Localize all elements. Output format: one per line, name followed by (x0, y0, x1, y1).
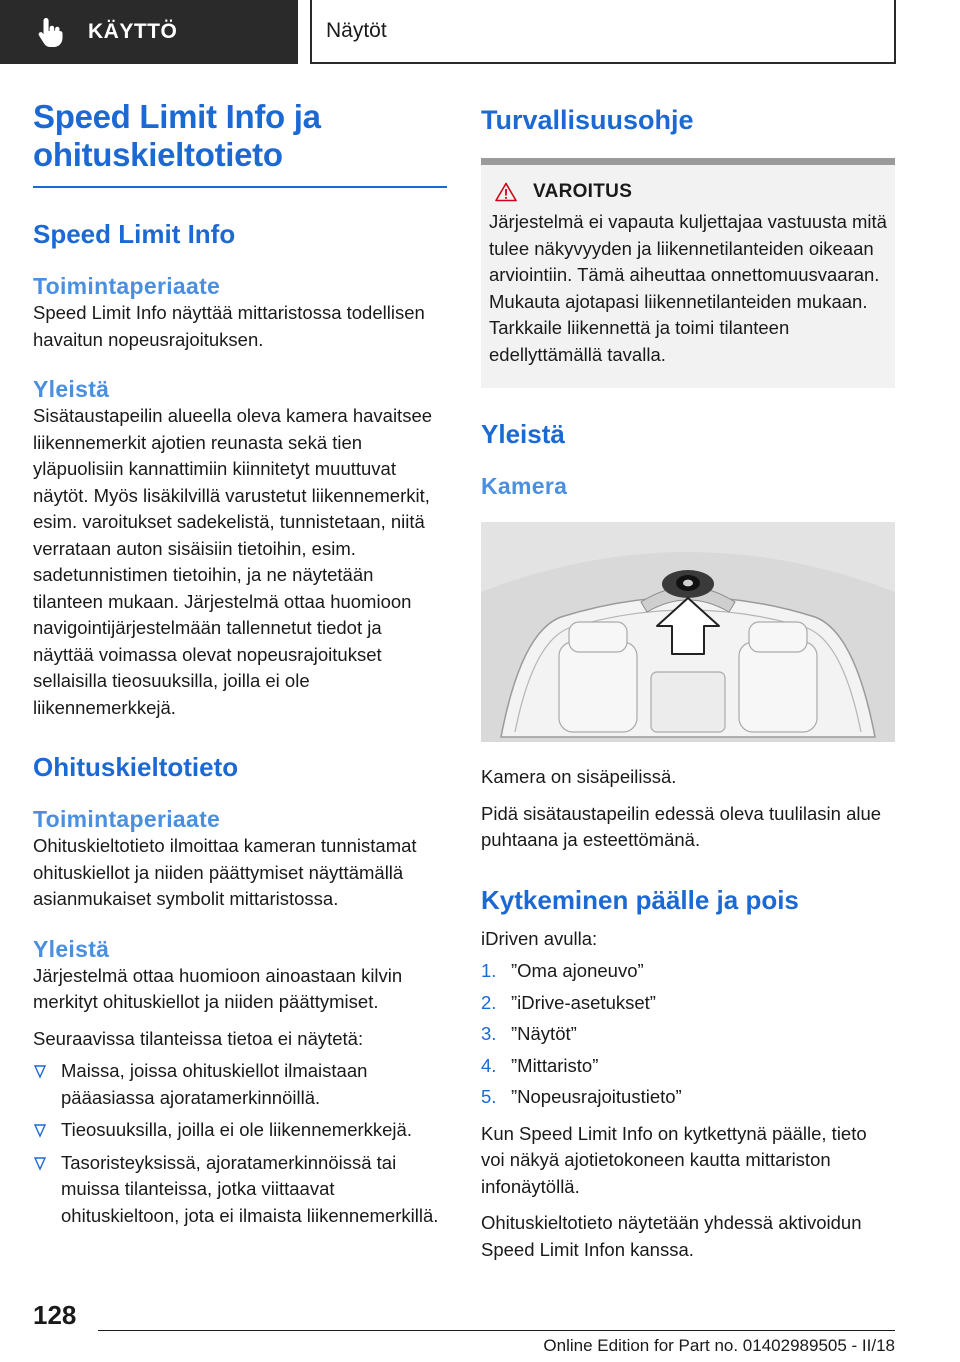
list-item-text: Tieosuuksilla, joilla ei ole liikennemerkkejä. (61, 1119, 412, 1140)
triangle-bullet-icon (33, 1065, 47, 1079)
triangle-bullet-icon (33, 1157, 47, 1171)
sli-heading: Speed Limit Info (33, 219, 236, 249)
list-item (33, 1117, 447, 1144)
switch-intro: iDriven avulla: (481, 927, 598, 949)
general-heading: Yleistä (481, 419, 565, 449)
chapter-box (310, 0, 896, 64)
step-number: 2. (481, 991, 497, 1013)
step-item (481, 990, 895, 1017)
switch-steps (481, 958, 895, 1111)
np-principle-text: Ohituskieltotieto ilmoittaa kameran tunnistamat ohituskiellot ja niiden päättymiset näyttämällä asianmukaiset symbolit mittaristossa. (33, 835, 417, 909)
page-number: 128 (33, 1300, 77, 1330)
camera-text: Pidä sisätaustapeilin edessä oleva tuulilasin alue puhtaana ja esteettömänä. (481, 802, 882, 850)
car-interior-illustration (481, 522, 895, 742)
switch-text-2: Ohituskieltotieto näytetään yhdessä aktivoidun Speed Limit Infon kanssa. (481, 1212, 862, 1260)
sli-general-text: Sisätaustapeilin alueella oleva kamera havaitsee liikennemerkit ajotien reunasta sekä tien yläpuolisiin kannattimiin kiinnitetyt muuttuvat näytöt. Myös lisäkilvillä varustetut liikennemerkit, esim. varoitukset sadekelistä, tunnistetaan, niitä verrataan auton sisäisiin tietoihin, esim. sadetunnistimen tietoihin, ja ne näytetään tilanteen mukaan. Järjestelmä ottaa huomioon navigointijärjestelmään tallennetut tiedot ja näyttää voimassa olevat nopeusrajoitukset sellaisilla tieosuuksilla, joilla ei ole liikennemerkkejä. (33, 405, 433, 718)
warning-header (489, 181, 887, 203)
list-item (33, 1150, 447, 1230)
step-text: ”Näytöt” (511, 1023, 577, 1044)
switch-text-1: Kun Speed Limit Info on kytkettynä päälle, tieto voi näkyä ajotietokoneen kautta mittariston infonäytöllä. (481, 1122, 867, 1197)
hand-pointer-icon (34, 14, 70, 50)
right-column (481, 98, 895, 1263)
footer-divider (98, 1330, 895, 1331)
sli-principle-text: Speed Limit Info näyttää mittaristossa todellisen havaitun nopeusrajoituksen. (33, 302, 425, 350)
step-number: 3. (481, 1023, 497, 1044)
list-item-text: Maissa, joissa ohituskiellot ilmaistaan pääasiassa ajoratamerkinnöillä. (61, 1060, 368, 1108)
np-situations-intro: Seuraavissa tilanteissa tietoa ei näytetä: (33, 1027, 364, 1049)
warning-bar (481, 158, 895, 165)
step-number: 1. (481, 960, 497, 981)
np-principle-heading: Toimintaperiaate (33, 806, 221, 832)
warning-box (481, 165, 895, 388)
chapter-label: Näytöt (326, 19, 387, 42)
np-general-text: Järjestelmä ottaa huomioon ainoastaan kilvin merkityt ohituskiellot ja niiden päättymiset. (33, 964, 403, 1012)
step-item (481, 1053, 895, 1080)
triangle-bullet-icon (33, 1124, 47, 1138)
title-divider (33, 186, 447, 188)
left-column (33, 98, 447, 1229)
switch-heading: Kytkeminen päälle ja pois (481, 884, 799, 915)
page-title: Speed Limit Info ja ohituskieltotieto (33, 98, 321, 173)
step-number: 4. (481, 1054, 497, 1076)
warning-triangle-icon (495, 182, 517, 202)
step-text: ”Mittaristo” (511, 1054, 599, 1076)
np-situations-list (33, 1058, 447, 1229)
camera-illustration (481, 522, 895, 742)
np-heading: Ohituskieltotieto (33, 752, 239, 782)
step-item (481, 958, 895, 985)
warning-label: VAROITUS (533, 181, 633, 202)
section-label: KÄYTTÖ (88, 20, 178, 43)
sli-principle-heading: Toimintaperiaate (33, 273, 221, 299)
step-text: ”iDrive-asetukset” (511, 991, 656, 1013)
footer-edition: Online Edition for Part no. 01402989505 - II/18 (543, 1336, 895, 1355)
camera-heading: Kamera (481, 473, 568, 499)
step-number: 5. (481, 1086, 497, 1107)
sli-general-heading: Yleistä (33, 376, 110, 402)
camera-caption: Kamera on sisäpeilissä. (481, 766, 677, 787)
list-item-text: Tasoristeyksissä, ajoratamerkinnöissä tai muissa tilanteissa, jotka viittaavat ohituskieltoon, jota ei ilmaista liikennemerkillä. (61, 1151, 439, 1226)
section-tab (0, 0, 298, 64)
step-text: ”Nopeusrajoitustieto” (511, 1086, 682, 1107)
safety-heading: Turvallisuusohje (481, 105, 694, 135)
step-text: ”Oma ajoneuvo” (511, 960, 644, 981)
np-general-heading: Yleistä (33, 935, 110, 962)
step-item (481, 1021, 895, 1048)
step-item (481, 1084, 895, 1111)
list-item (33, 1058, 447, 1111)
warning-text: Järjestelmä ei vapauta kuljettajaa vastuusta mitä tulee näkyvyyden ja liikennetilanteiden oikeaan arviointiin. Tämä aiheuttaa onnettomuusvaaran. Mukauta ajotapasi liikennetilanteiden mukaan. Tarkkaile liikennettä ja toimi tilanteen edellyttämällä tavalla. (489, 211, 887, 365)
